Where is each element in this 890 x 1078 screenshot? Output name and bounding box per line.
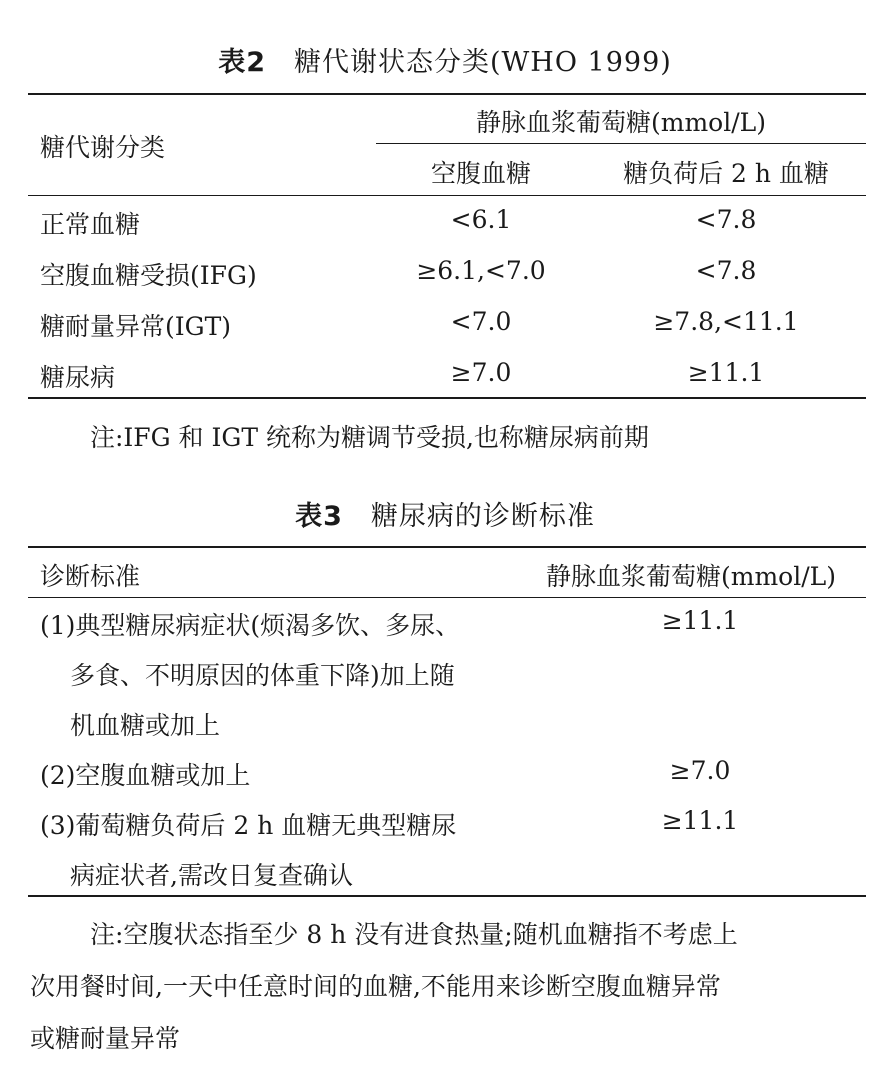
- table2-title: [0, 40, 890, 79]
- table2-head-fasting: 空腹血糖: [430, 159, 531, 188]
- table3-note-line: 或糖耐量异常: [30, 1024, 181, 1053]
- table2-top-rule: [28, 93, 866, 95]
- table2-row-post2h: <7.8: [695, 205, 757, 234]
- table2-head-rule: [28, 195, 866, 196]
- table3-row-line: (3)葡萄糖负荷后 2 h 血糖无典型糖尿: [40, 811, 457, 840]
- table3-title: [0, 494, 890, 533]
- table3-row-line: 多食、不明原因的体重下降)加上随: [70, 661, 455, 690]
- table2-row-fasting: <7.0: [450, 307, 512, 336]
- table2-row-post2h: ≥7.8,<11.1: [653, 307, 799, 336]
- table2-row-name: 正常血糖: [40, 210, 141, 239]
- table3-caption: 糖尿病的诊断标准: [370, 501, 595, 532]
- table3-row-line: 病症状者,需改日复查确认: [70, 861, 353, 890]
- table2-label: 表2: [218, 47, 266, 78]
- table3-note-line: 注:空腹状态指至少 8 h 没有进食热量;随机血糖指不考虑上: [90, 920, 738, 949]
- table2-note: 注:IFG 和 IGT 统称为糖调节受损,也称糖尿病前期: [90, 423, 649, 452]
- table3-row-value: ≥7.0: [669, 756, 731, 785]
- table3-row-line: 机血糖或加上: [70, 711, 221, 740]
- table3-row-line: (1)典型糖尿病症状(烦渴多饮、多尿、: [40, 611, 461, 640]
- table2-head-group: 静脉血浆葡萄糖(mmol/L): [476, 108, 766, 137]
- table3-label: 表3: [295, 501, 343, 532]
- table3-bottom-rule: [28, 895, 866, 897]
- table2-row-name: 空腹血糖受损(IFG): [40, 261, 257, 290]
- table3-head-criteria: 诊断标准: [40, 562, 141, 591]
- table3-row-line: (2)空腹血糖或加上: [40, 761, 251, 790]
- table2-row-name: 糖耐量异常(IGT): [40, 312, 232, 341]
- table2-row-post2h: <7.8: [695, 256, 757, 285]
- table2-head-2h: 糖负荷后 2 h 血糖: [623, 159, 829, 188]
- table2-bottom-rule: [28, 397, 866, 399]
- table3-top-rule: [28, 546, 866, 548]
- table2-row-post2h: ≥11.1: [687, 358, 765, 387]
- table2-row-fasting: <6.1: [450, 205, 512, 234]
- table2-row-name: 糖尿病: [40, 363, 116, 392]
- table2-head-category: 糖代谢分类: [40, 133, 166, 162]
- table3-note-line: 次用餐时间,一天中任意时间的血糖,不能用来诊断空腹血糖异常: [30, 972, 721, 1001]
- table3-head-rule: [28, 597, 866, 598]
- table2-group-rule: [376, 143, 866, 144]
- table2-row-fasting: ≥7.0: [450, 358, 512, 387]
- table3-row-value: ≥11.1: [661, 806, 739, 835]
- table3-row-value: ≥11.1: [661, 606, 739, 635]
- table2-caption: 糖代谢状态分类(WHO 1999): [294, 47, 672, 78]
- table3-head-glucose: 静脉血浆葡萄糖(mmol/L): [546, 562, 836, 591]
- table2-row-fasting: ≥6.1,<7.0: [416, 256, 546, 285]
